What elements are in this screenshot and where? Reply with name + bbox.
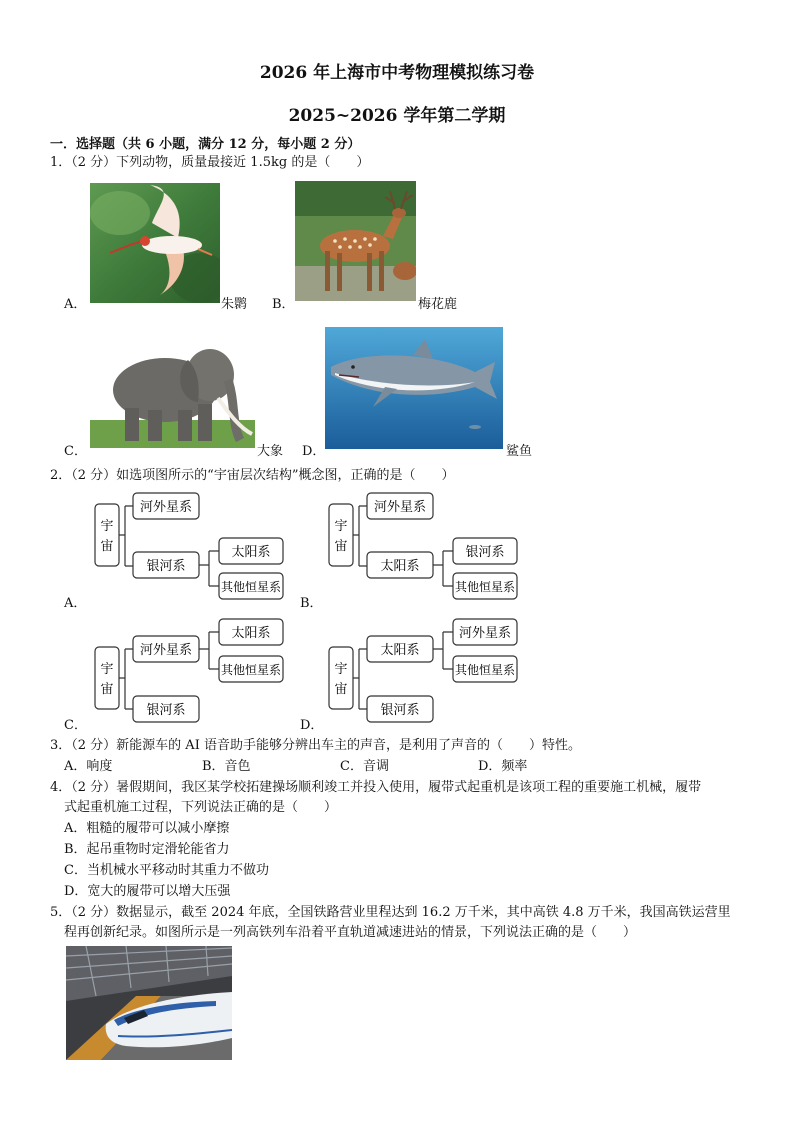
diagram-c-sub2: 其他恒星系 [220, 663, 282, 677]
diagram-b-mid: 太阳系 [380, 559, 420, 574]
shark-image [325, 327, 503, 449]
q1-option-d-letter: D． [302, 444, 326, 459]
diagram-a-root-2: 宙 [100, 539, 114, 554]
crested-ibis-image [90, 183, 220, 303]
elephant-image [90, 330, 255, 448]
diagram-d-sub1: 河外星系 [458, 626, 512, 641]
section-heading: 一．选择题（共 6 小题，满分 12 分，每小题 2 分） [50, 137, 361, 152]
diagram-b-sub2: 其他恒星系 [454, 580, 516, 594]
diagram-b [327, 488, 527, 603]
q1-option-d-caption: 鲨鱼 [506, 444, 533, 459]
diagram-b-root-1: 宇 [334, 519, 348, 534]
q1-option-a-caption: 朱鹮 [221, 297, 248, 312]
diagram-b-sub1: 银河系 [465, 545, 505, 560]
question-2-stem: 2．（2 分）如选项图所示的“宇宙层次结构”概念图，正确的是（ ） [50, 468, 455, 483]
diagram-d-bottom: 银河系 [380, 703, 420, 718]
diagram-b-root-2: 宙 [334, 539, 348, 554]
diagram-c [93, 615, 293, 730]
q4-option-d: D．宽大的履带可以增大压强 [64, 884, 231, 899]
question-3-stem: 3．（2 分）新能源车的 AI 语音助手能够分辨出车主的声音，是利用了声音的（ ）特性。 [50, 738, 581, 753]
diagram-d-top: 太阳系 [380, 643, 420, 658]
q4-option-b: B．起吊重物时定滑轮能省力 [64, 842, 230, 857]
diagram-c-root-2: 宙 [100, 682, 114, 697]
question-4-stem-line1: 4．（2 分）暑假期间，我区某学校拓建操场顺利竣工并投入使用，履带式起重机是该项工程的重要施工机械，履带 [50, 780, 702, 795]
diagram-a-mid: 银河系 [146, 559, 186, 574]
q2-option-b-letter: B． [300, 596, 323, 611]
diagram-a-sub2: 其他恒星系 [220, 580, 282, 594]
q4-option-c: C．当机械水平移动时其重力不做功 [64, 863, 269, 878]
sika-deer-image [295, 181, 416, 301]
diagram-a-root-1: 宇 [100, 519, 114, 534]
diagram-b-top: 河外星系 [373, 500, 427, 515]
q2-option-a-letter: A． [64, 596, 87, 611]
diagram-c-sub1: 太阳系 [231, 626, 271, 641]
diagram-a [93, 488, 293, 603]
q3-option-c: C．音调 [340, 759, 389, 774]
page-title: 2026 年上海市中考物理模拟练习卷 [259, 63, 535, 83]
question-4-stem-line2: 式起重机施工过程，下列说法正确的是（ ） [64, 800, 338, 815]
diagram-d-root-1: 宇 [334, 662, 348, 677]
q1-option-a-letter: A． [64, 297, 87, 312]
q3-option-d: D．频率 [478, 759, 528, 774]
question-5-stem-line1: 5．（2 分）数据显示，截至 2024 年底，全国铁路营业里程达到 16.2 万千米，其中高铁 4.8 万千米，我国高铁运营里 [50, 905, 731, 920]
diagram-d-root-2: 宙 [334, 682, 348, 697]
q1-option-b-caption: 梅花鹿 [418, 297, 458, 312]
q2-option-c-letter: C． [64, 718, 87, 733]
page-subtitle: 2025~2026 学年第二学期 [288, 106, 506, 126]
question-1-stem: 1．（2 分）下列动物，质量最接近 1.5kg 的是（ ） [50, 155, 370, 170]
diagram-d-sub2: 其他恒星系 [454, 663, 516, 677]
q3-option-b: B．音色 [202, 759, 251, 774]
q1-option-c-caption: 大象 [257, 444, 284, 459]
question-5-stem-line2: 程再创新纪录。如图所示是一列高铁列车沿着平直轨道减速进站的情景，下列说法正确的是（ ） [64, 925, 637, 940]
diagram-c-root-1: 宇 [100, 662, 114, 677]
q1-option-c-letter: C． [64, 444, 87, 459]
diagram-d [327, 615, 527, 730]
q1-option-b-letter: B． [272, 297, 295, 312]
q3-option-a: A．响度 [64, 759, 113, 774]
diagram-a-top: 河外星系 [139, 500, 193, 515]
q4-option-a: A．粗糙的履带可以减小摩擦 [64, 821, 230, 836]
q2-option-d-letter: D． [300, 718, 324, 733]
high-speed-train-image [66, 946, 232, 1060]
diagram-c-top: 河外星系 [139, 643, 193, 658]
diagram-a-sub1: 太阳系 [231, 545, 271, 560]
diagram-c-bottom: 银河系 [146, 703, 186, 718]
